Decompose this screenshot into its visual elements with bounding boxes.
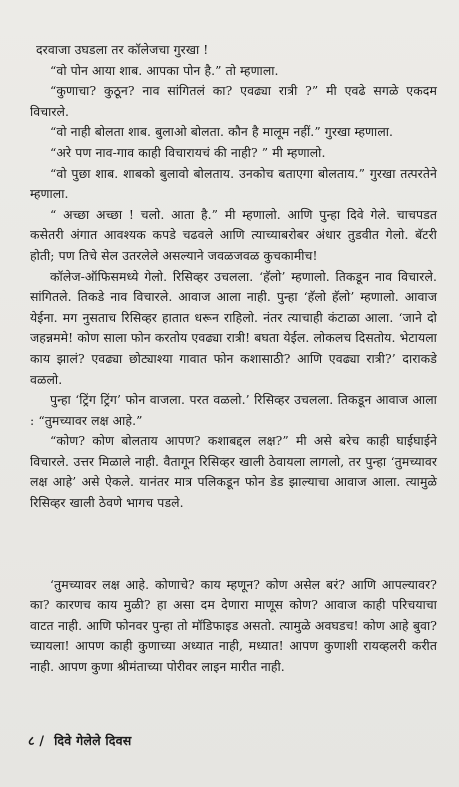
paragraph: “कुणाचा? कुठून? नाव सांगितलं का? एवढ्या रात्री ?” मी एवढे सगळे एकदम विचारले. <box>30 83 437 119</box>
paragraph: “अरे पण नाव-गाव काही विचारायचं की नाही? ” मी म्हणालो. <box>50 144 326 160</box>
paragraph: ‘तुमच्यावर लक्ष आहे. कोणाचे? काय म्हणून? कोण असेल बरं? आणि आपल्यावर? का? कारणच काय मुळी? हा असा दम देणारा माणूस कोण? आवाज काही परिचयाचा वाटत नाही. आणि फोनवर पुन्हा तो मॉडिफाइड असतो. त्यामुळे अवघडच! कोण आहे बुवा? च्यायला! आपण काही कुणाच्या अध्यात नाही, मध्यात! आपण कुणाशी रायव्हलरी करीत नाही. आपण कुणा श्रीमंताच्या पोरीवर लाइन मारीत नाही. <box>30 576 437 675</box>
paragraph: “ अच्छा अच्छा ! चलो. आता है.” मी म्हणालो. आणि पुन्हा दिवे गेले. चाचपडत कसेतरी अंगात आवश्यक कपडे चढवले आणि त्याच्याबरोबर अंधार तुडवीत गेलो. बॅटरी होती; पण तिचे सेल उतरलेले असल्याने जवळजवळ कुचकामीच! <box>30 206 437 263</box>
paragraph: “वो पोन आया शाब. आपका पोन है.” तो म्हणाला. <box>50 62 279 78</box>
paragraph: “कोण? कोण बोलताय आपण? कशाबद्दल लक्ष?” मी असे बरेच काही घाईघाईने विचारले. उत्तर मिळाले नाही. वैतागून रिसिव्हर खाली ठेवायला लागलो, तर पुन्हा ‘तुमच्यावर लक्ष आहे’ असे ऐकले. यानंतर मात्र पलिकडून फोन डेड झाल्याचा आवाज आला. त्यामुळे रिसिव्हर खाली ठेवणे भागच पडले. <box>30 433 437 511</box>
section-break <box>30 514 437 575</box>
paragraph: पुन्हा ‘ट्रिंग ट्रिंग’ फोन वाजला. परत वळलो.’ रिसिव्हर उचलला. तिकडून आवाज आला : “तुमच्यावर लक्ष आहे.” <box>30 392 437 428</box>
page-body <box>30 40 437 678</box>
page-footer <box>28 732 132 749</box>
paragraph: दरवाजा उघडला तर कॉलेजचा गुरखा ! <box>36 42 209 57</box>
running-title: दिवे गेलेले दिवस <box>54 733 132 748</box>
paragraph: “वो नाही बोलता शाब. बुलाओ बोलता. कौन है मालूम नहीं.” गुरखा म्हणाला. <box>50 124 394 140</box>
paragraph: “वो पुछा शाब. शाबको बुलावो बोलताय. उनकोच बताएगा बोलताय.” गुरखा तत्परतेने म्हणाला. <box>30 165 437 202</box>
paragraph: कॉलेज-ऑफिसमध्ये गेलो. रिसिव्हर उचलला. ‘हॅलो’ म्हणालो. तिकडून नाव विचारले. सांगितले. तिकडे नाव विचारले. आवाज आला नाही. पुन्हा ‘हॅलो हॅलो’ म्हणालो. आवाज येईना. मग नुसताच रिसिव्हर हातात धरून राहिलो. नंतर त्याचाही कंटाळा आला. ‘जाने दो जहन्नममे! कोण साला फोन करतोय एवढ्या रात्री! बघता येईल. लोकलच दिसतोय. भेटायला काय झालं? एवढ्या छोट्याश्या गावात फोन कशासाठी? आणि एवढ्या रात्री?’ दाराकडे वळलो. <box>30 268 437 387</box>
page-number: ८ / <box>28 733 45 748</box>
